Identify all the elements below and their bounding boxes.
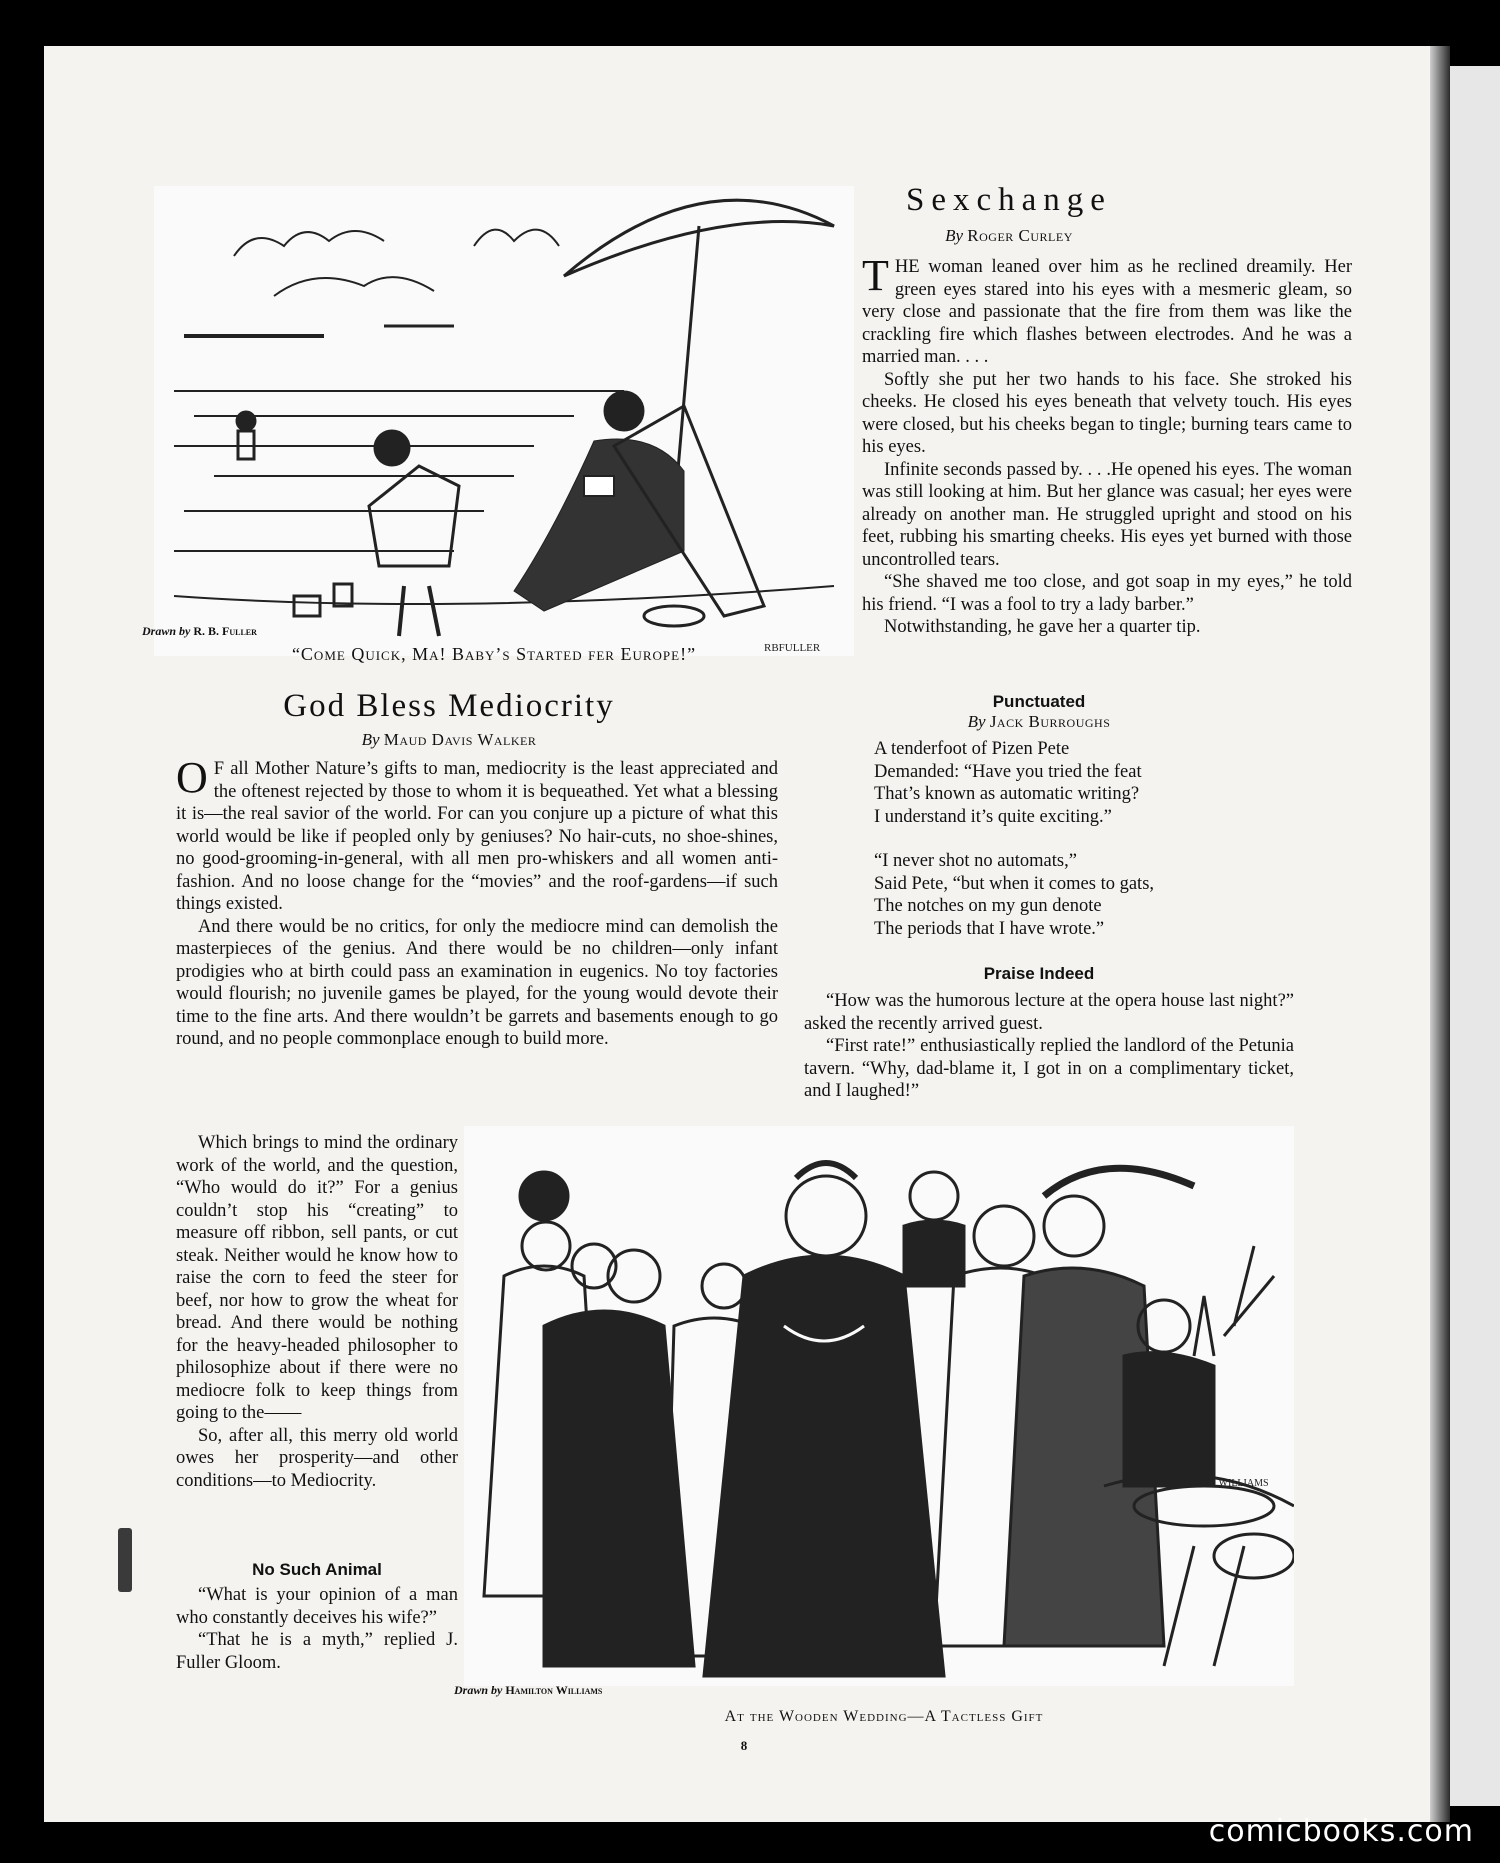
mediocrity-title: God Bless Mediocrity <box>283 688 615 724</box>
mediocrity-paragraph-2: And there would be no critics, for only the mediocre mind can demolish the masterpieces of the genius. And there would be no children—only infant prodigies who at birth could pass an examination in eugenics. No toy factories would flourish; no juvenile games be played, for the young would devote their time to the fine arts. And there wouldn’t be garrets and basements enough to go round, and no people commonplace enough to build more. <box>176 916 778 1049</box>
mediocrity-body-top <box>176 753 778 1051</box>
no-such-animal-body <box>176 1584 458 1674</box>
page-number: 8 <box>740 1738 748 1753</box>
wedding-cartoon-illustration <box>464 1126 1294 1686</box>
wedding-cartoon-signature: HAMILTON WILLIAMS <box>1164 1478 1269 1489</box>
praise-indeed-paragraph-2: “First rate!” enthusiastically replied the landlord of the Petunia tavern. “Why, dad-blame it, I got in on a complimentary ticket, and I laughed!” <box>804 1036 1294 1101</box>
no-such-animal-paragraph-2: “That he is a myth,” replied J. Fuller Gloom. <box>176 1630 458 1673</box>
beach-scene-drawing <box>154 186 854 656</box>
poem-line: Demanded: “Have you tried the feat <box>874 761 1142 782</box>
no-such-animal-paragraph-1: “What is your opinion of a man who constantly deceives his wife?” <box>176 1585 458 1628</box>
praise-indeed-paragraph-1: “How was the humorous lecture at the opera house last night?” asked the recently arrived guest. <box>804 991 1294 1034</box>
sexchange-byline-author: Roger Curley <box>967 226 1073 245</box>
sexchange-paragraph-3: Infinite seconds passed by. . . .He opened his eyes. The woman was still looking at him. But her glance was casual; her eyes were already on another man. He struggled upright and stood on his feet, rubbing his smarting cheeks. His eyes yet burned with those uncontrolled tears. <box>862 459 1352 570</box>
poem-line: The periods that I have wrote.” <box>874 918 1105 939</box>
beach-credit-name: R. B. Fuller <box>193 624 257 638</box>
punctuated-byline-author: Jack Burroughs <box>989 712 1111 731</box>
praise-indeed-title: Praise Indeed <box>983 964 1095 983</box>
punctuated-title: Punctuated <box>992 692 1086 711</box>
sexchange-paragraph-5: Notwithstanding, he gave her a quarter tip. <box>884 617 1201 637</box>
punctuated-poem <box>874 738 1294 940</box>
mediocrity-body-narrow <box>176 1132 458 1492</box>
mediocrity-paragraph-3: Which brings to mind the ordinary work of the world, and the question, “Who would do it?” For a genius couldn’t stop his “creating” to measure off ribbon, sell pants, or cut steak. Neither would he know how to raise the corn to feed the steer for beef, nor how to grow the wheat for bread. And there would be nothing for the heavy-headed philosopher to philosophize about if there were no mediocre folk to keep things from going to the—— <box>176 1133 458 1423</box>
mediocrity-drop-cap: O <box>176 753 208 802</box>
mediocrity-byline-author: Maud Davis Walker <box>383 730 537 749</box>
sexchange-byline-by: By <box>945 226 964 245</box>
sexchange-title: Sexchange <box>906 182 1112 218</box>
wedding-party-drawing <box>464 1126 1294 1686</box>
site-watermark: comicbooks.com <box>1208 1814 1474 1849</box>
poem-line: A tenderfoot of Pizen Pete <box>874 739 1070 759</box>
mediocrity-paragraph-1: F all Mother Nature’s gifts to man, mediocrity is the least appreciated and the oftenest rejected by those to whom it is bequeathed. Yet what a blessing it is—the real savior of the world. For can you conjure up a picture of what this world would be like if peopled only by geniuses? No hair-cuts, no shoe-shines, no good-grooming-in-general, with all men pro-whiskers and all women anti-fashion. And no loose change for the “movies” and the roof-gardens—if such things existed. <box>176 759 778 914</box>
poem-line: Said Pete, “but when it comes to gats, <box>874 873 1155 894</box>
sexchange-byline <box>774 226 1244 246</box>
sexchange-body <box>862 251 1352 639</box>
beach-cartoon-illustration <box>154 186 854 656</box>
poem-line: “I never shot no automats,” <box>874 851 1077 871</box>
magazine-page <box>44 46 1450 1822</box>
wedding-credit-prefix: Drawn by <box>454 1683 503 1697</box>
wedding-cartoon-credit <box>454 1683 602 1698</box>
sexchange-paragraph-2: Softly she put her two hands to his face. She stroked his cheeks. He closed his eyes beneath that velvety touch. His eyes were closed, but his cheeks began to tingle; burning tears came to his eyes. <box>862 369 1352 457</box>
punctuated-byline <box>804 712 1274 732</box>
poem-line: The notches on my gun denote <box>874 896 1102 916</box>
no-such-animal-title: No Such Animal <box>252 1560 382 1579</box>
beach-cartoon-caption: “Come Quick, Ma! Baby’s Started fer Europe!” <box>291 644 697 664</box>
praise-indeed-body <box>804 990 1294 1103</box>
next-page-edge <box>1450 66 1500 1806</box>
punctuated-byline-by: By <box>967 712 986 731</box>
sexchange-paragraph-4: “She shaved me too close, and got soap in my eyes,” he told his friend. “I was a fool to try a lady barber.” <box>862 572 1352 615</box>
sexchange-paragraph-1: HE woman leaned over him as he reclined dreamily. Her green eyes stared into his eyes with a mesmeric gleam, so very close and passionate that the fire from them was like the crackling fire which flashes between electrodes. And he was a married man. . . . <box>862 257 1352 367</box>
poem-line: That’s known as automatic writing? <box>874 784 1140 804</box>
beach-cartoon-signature: RBFULLER <box>764 642 821 654</box>
page-edge-tab <box>118 1528 132 1592</box>
wedding-cartoon-caption: At the Wooden Wedding—A Tactless Gift <box>724 1708 1044 1725</box>
sexchange-drop-cap: T <box>862 251 889 300</box>
mediocrity-paragraph-4: So, after all, this merry old world owes her prosperity—and other conditions—to Mediocrity. <box>176 1425 458 1491</box>
poem-line: I understand it’s quite exciting.” <box>874 806 1112 827</box>
wedding-credit-name: Hamilton Williams <box>505 1683 603 1697</box>
binding-shadow-right <box>1430 46 1450 1822</box>
beach-cartoon-credit <box>142 624 257 639</box>
mediocrity-byline <box>144 730 754 750</box>
mediocrity-byline-by: By <box>361 730 380 749</box>
beach-credit-prefix: Drawn by <box>142 624 191 638</box>
